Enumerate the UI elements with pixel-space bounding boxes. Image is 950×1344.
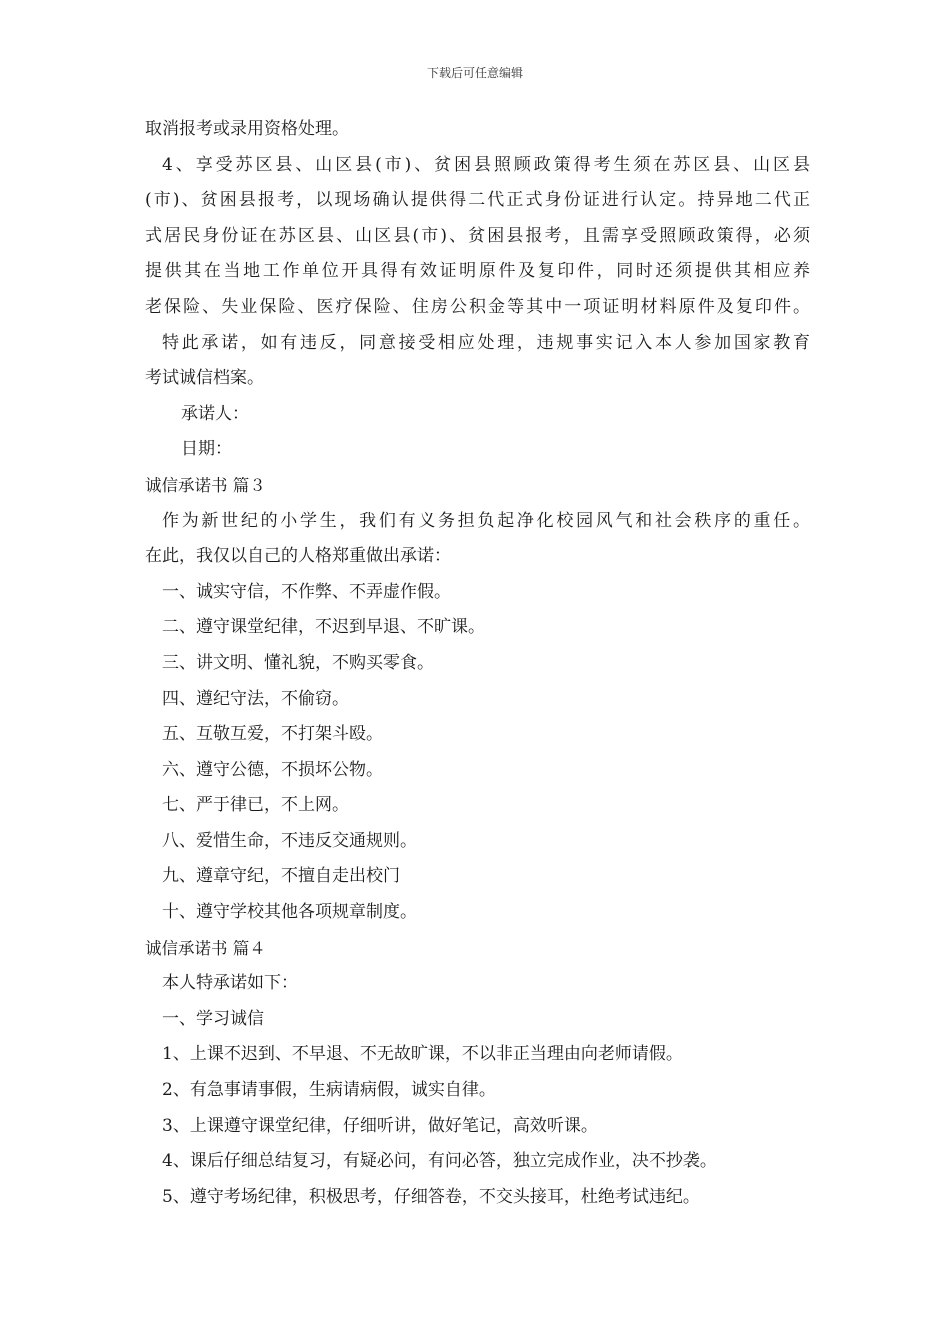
paragraph-line: 提供其在当地工作单位开具得有效证明原件及复印件，同时还须提供其相应养 — [145, 261, 810, 282]
paragraph-line: 九、遵章守纪，不擅自走出校门 — [162, 866, 400, 887]
paragraph-line: 八、爱惜生命，不违反交通规则。 — [162, 830, 417, 851]
paragraph-line: 式居民身份证在苏区县、山区县(市)、贫困县报考，且需享受照顾政策得，必须 — [145, 225, 810, 246]
document-body — [145, 112, 810, 1215]
paragraph-line: 在此，我仅以自己的人格郑重做出承诺： — [145, 546, 451, 567]
paragraph-line: 5、遵守考场纪律，积极思考，仔细答卷，不交头接耳，杜绝考试违纪。 — [162, 1186, 700, 1207]
paragraph-line: 二、遵守课堂纪律，不迟到早退、不旷课。 — [162, 617, 485, 638]
paragraph-line: 老保险、失业保险、医疗保险、住房公积金等其中一项证明材料原件及复印件。 — [145, 296, 810, 317]
paragraph-line: 4、享受苏区县、山区县(市)、贫困县照顾政策得考生须在苏区县、山区县 — [162, 154, 810, 175]
section-heading: 诚信承诺书 篇３ — [145, 475, 266, 495]
paragraph-line: 3、上课遵守课堂纪律，仔细听讲，做好笔记，高效听课。 — [162, 1115, 598, 1136]
paragraph-line: 六、遵守公德，不损坏公物。 — [162, 759, 383, 780]
paragraph-line: 五、互敬互爱，不打架斗殴。 — [162, 724, 383, 745]
paragraph-line: (市)、贫困县报考，以现场确认提供得二代正式身份证进行认定。持异地二代正 — [145, 190, 810, 211]
paragraph-line: 取消报考或录用资格处理。 — [145, 119, 349, 139]
paragraph-line: 特此承诺，如有违反，同意接受相应处理，违规事实记入本人参加国家教育 — [162, 332, 810, 353]
paragraph-line: 2、有急事请事假，生病请病假，诚实自律。 — [162, 1080, 496, 1101]
paragraph-line: 承诺人： — [181, 403, 249, 424]
paragraph-line: 作为新世纪的小学生，我们有义务担负起净化校园风气和社会秩序的重任。 — [162, 510, 810, 531]
paragraph-line: 三、讲文明、懂礼貌，不购买零食。 — [162, 652, 434, 673]
paragraph-line: 1、上课不迟到、不早退、不无故旷课，不以非正当理由向老师请假。 — [162, 1044, 683, 1065]
paragraph-line: 一、诚实守信，不作弊、不弄虚作假。 — [162, 581, 451, 602]
paragraph-line: 日期： — [181, 439, 232, 460]
paragraph-line: 七、严于律已，不上网。 — [162, 795, 349, 816]
paragraph-line: 四、遵纪守法，不偷窃。 — [162, 688, 349, 709]
section-heading: 诚信承诺书 篇４ — [145, 938, 266, 958]
paragraph-line: 本人特承诺如下： — [162, 973, 298, 994]
page-header-note: 下载后可任意编辑 — [426, 66, 523, 80]
paragraph-line: 考试诚信档案。 — [145, 368, 264, 389]
paragraph-line: 十、遵守学校其他各项规章制度。 — [162, 902, 417, 923]
paragraph-line: 4、课后仔细总结复习，有疑必问，有问必答，独立完成作业，决不抄袭。 — [162, 1151, 717, 1172]
paragraph-line: 一、学习诚信 — [162, 1008, 264, 1029]
